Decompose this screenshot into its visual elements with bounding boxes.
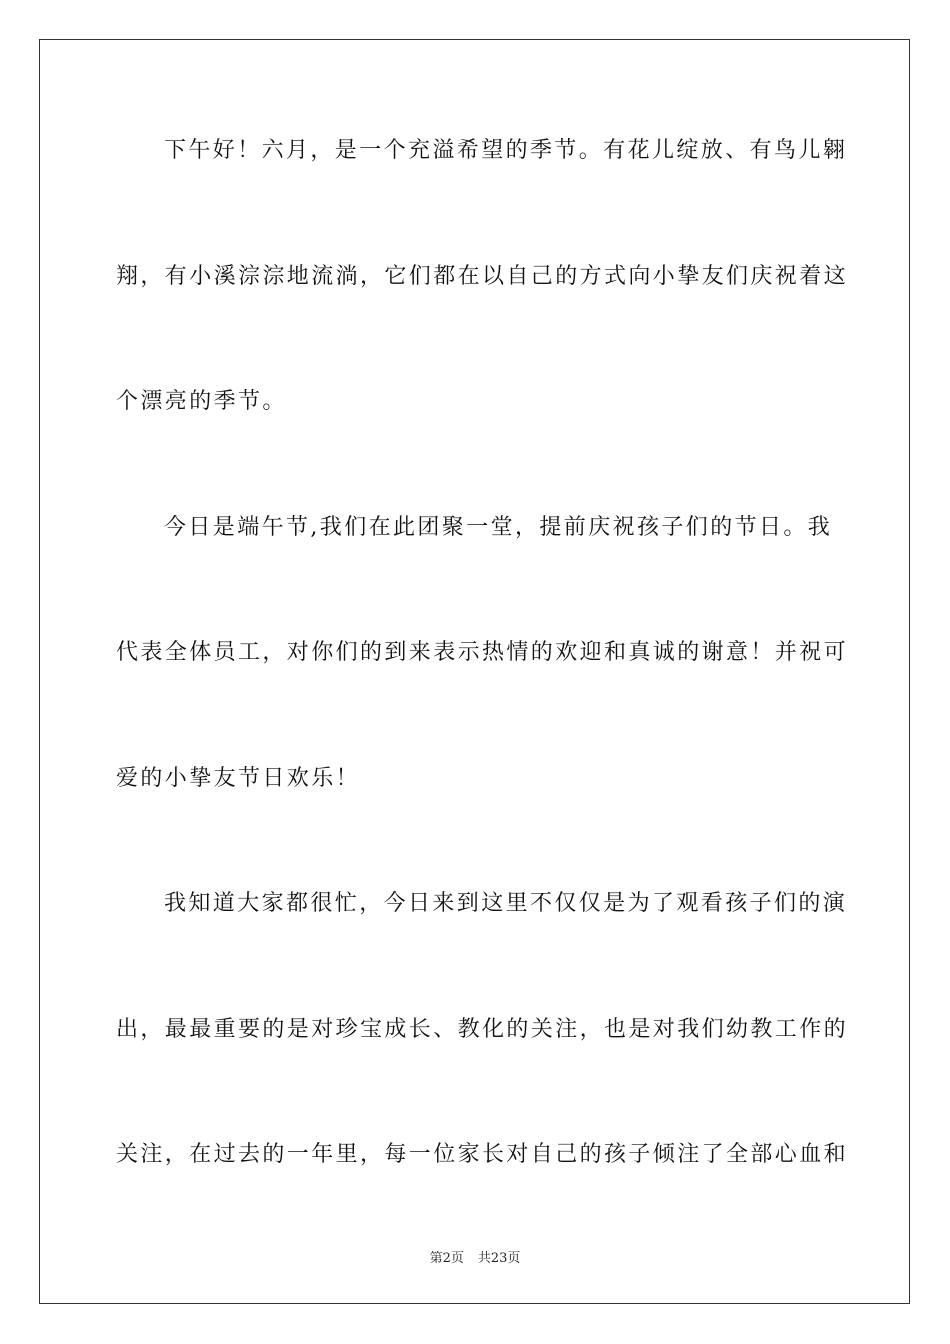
text-line: 爱的小挚友节日欢乐！ (116, 766, 361, 791)
text-line: 代表全体员工，对你们的到来表示热情的欢迎和真诚的谢意！并祝可 (116, 640, 849, 665)
page-number: 第2页 (429, 1251, 464, 1266)
text-line: 今日是端午节,我们在此团聚一堂，提前庆祝孩子们的节日。我 (164, 515, 833, 540)
text-line: 下午好！六月，是一个充溢希望的季节。有花儿绽放、有鸟儿翱 (164, 138, 848, 163)
text-line: 翔，有小溪淙淙地流淌，它们都在以自己的方式向小挚友们庆祝着这 (116, 264, 849, 289)
text-line: 关注，在过去的一年里，每一位家长对自己的孩子倾注了全部心血和 (116, 1142, 849, 1167)
text-line: 我知道大家都很忙，今日来到这里不仅仅是为了观看孩子们的演 (164, 891, 848, 916)
page-footer (0, 1247, 950, 1266)
text-line: 个漂亮的季节。 (116, 389, 287, 414)
text-line: 出，最最重要的是对珍宝成长、教化的关注，也是对我们幼教工作的 (116, 1017, 849, 1042)
total-pages: 共23页 (477, 1251, 521, 1266)
page-frame (39, 39, 910, 1304)
